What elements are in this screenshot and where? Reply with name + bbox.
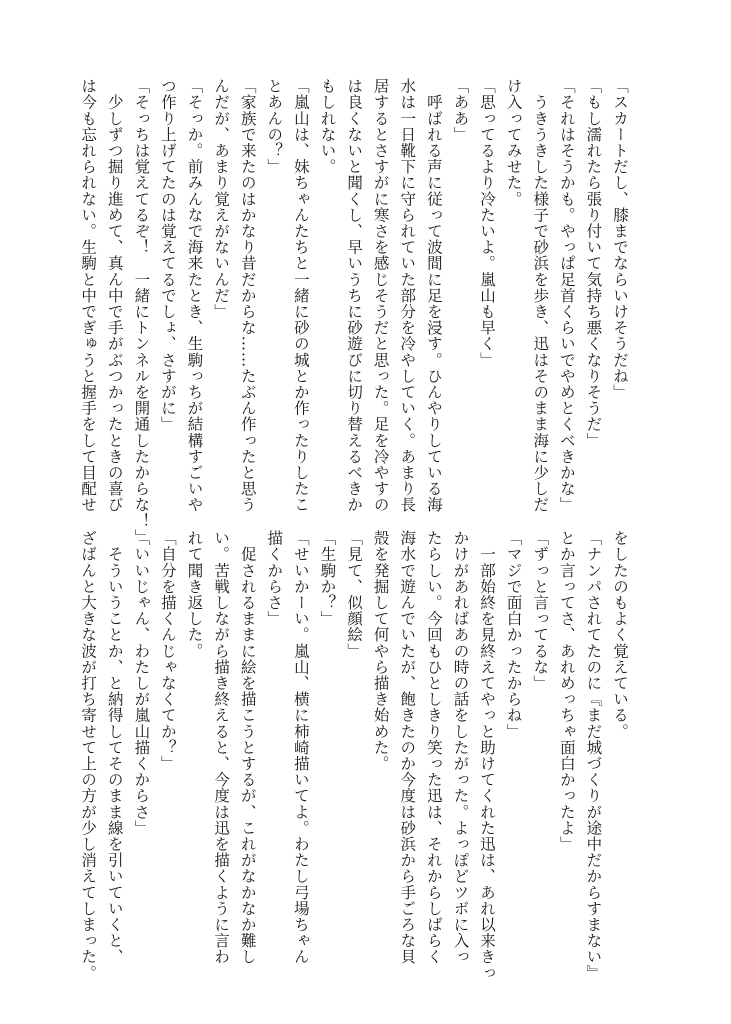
text-column: とあんの？」 [265, 78, 284, 175]
text-column: 居するとさすがに寒さを感じそうだと思った。足を冷やすの [371, 78, 390, 513]
text-column: は良くないと聞くし、早いうちに砂遊びに切り替えるべきか [345, 78, 364, 513]
text-column: 「思ってるより冷たいよ。嵐山も早く」 [478, 78, 497, 368]
text-column: 描くからさ」 [265, 530, 284, 627]
text-column: い。苦戦しながら描き終えると、今度は迅を描くように言わ [212, 530, 231, 965]
text-column: そういうことか、と納得してそのまま線を引いていくと、 [105, 530, 124, 965]
text-column: 「自分を描くんじゃなくてか？」 [158, 530, 177, 772]
text-column: うきうきした様子で砂浜を歩き、迅はそのまま海に少しだ [531, 78, 550, 513]
text-column: んだが、あまり覚えがないんだ」 [212, 78, 231, 320]
text-column: をしたのもよく覚えている。 [611, 530, 629, 740]
text-column: 促されるままに絵を描こうとするが、これがなかなか難し [238, 530, 257, 965]
text-column: とか言ってさ、あれめっちゃ面白かったよ」 [557, 530, 576, 852]
text-column: 少しずつ掘り進めて、真ん中で手がぶつかったときの喜び [105, 78, 124, 513]
text-column: 「せいかーい。嵐山、横に柿崎描いてよ。わたし弓場ちゃん [291, 530, 310, 965]
lower-text-block [79, 530, 633, 981]
text-column: 「もし濡れたら張り付いて気持ち悪くなりそうだ」 [584, 78, 603, 449]
text-column: 「マジで面白かったからね」 [504, 530, 523, 740]
text-column: 「スカートだし、膝までならいけそうだね」 [611, 78, 629, 400]
text-column: 「見て、似顔絵」 [345, 530, 364, 659]
text-column: 呼ばれる声に従って波間に足を浸す。ひんやりしている海 [424, 78, 443, 513]
text-column: 殻を発掘して何やら描き始めた。 [371, 530, 390, 772]
text-column: 「そっか。前みんなで海来たとき、生駒っちが結構すごいや [185, 78, 204, 513]
text-column: 一部始終を見終えてやっと助けてくれた迅は、あれ以来きっ [478, 530, 497, 981]
text-column: れて聞き返した。 [185, 530, 204, 659]
text-column: ざばんと大きな波が打ち寄せて上の方が少し消えてしまった。 [79, 530, 98, 981]
text-column: 「ずっと言ってるな」 [531, 530, 550, 691]
text-column: もしれない。 [318, 78, 337, 175]
text-column: つ作り上げてたのは覚えてるでしょ、さすがに」 [158, 78, 177, 433]
text-column: 「家族で来たのはかなり昔だからな……たぶん作ったと思う [238, 78, 257, 513]
text-column: は今も忘れられない。生駒と中でぎゅうと握手をして目配せ [79, 78, 98, 513]
text-column: 「ああ」 [451, 78, 470, 143]
text-column: 「生駒か？」 [318, 530, 337, 627]
text-column: 海水で遊んでいたが、飽きたのか今度は砂浜から手ごろな貝 [398, 530, 417, 965]
upper-text-block [79, 78, 633, 545]
text-column: け入ってみせた。 [504, 78, 523, 207]
text-column: 水は一日靴下に守られていた部分を冷やしていく。あまり長 [398, 78, 417, 513]
text-column: 「そっちは覚えてるぞ！ 一緒にトンネルを開通したからな！」 [132, 78, 151, 545]
text-column: 「いいじゃん、わたしが嵐山描くからさ」 [132, 530, 151, 836]
text-column: たらしい。今回もひとしきり笑った迅は、それからしばらく [424, 530, 443, 965]
text-column: かけがあればあの時の話をしたがった。よっぽどツボに入っ [451, 530, 470, 965]
text-column: 「それはそうかも。やっぱ足首くらいでやめとくべきかな」 [557, 78, 576, 513]
text-column: 「ナンパされてたのに『まだ城づくりが途中だからすまない』 [584, 530, 603, 981]
text-column: 「嵐山は、妹ちゃんたちと一緒に砂の城とか作ったりしたこ [291, 78, 310, 513]
